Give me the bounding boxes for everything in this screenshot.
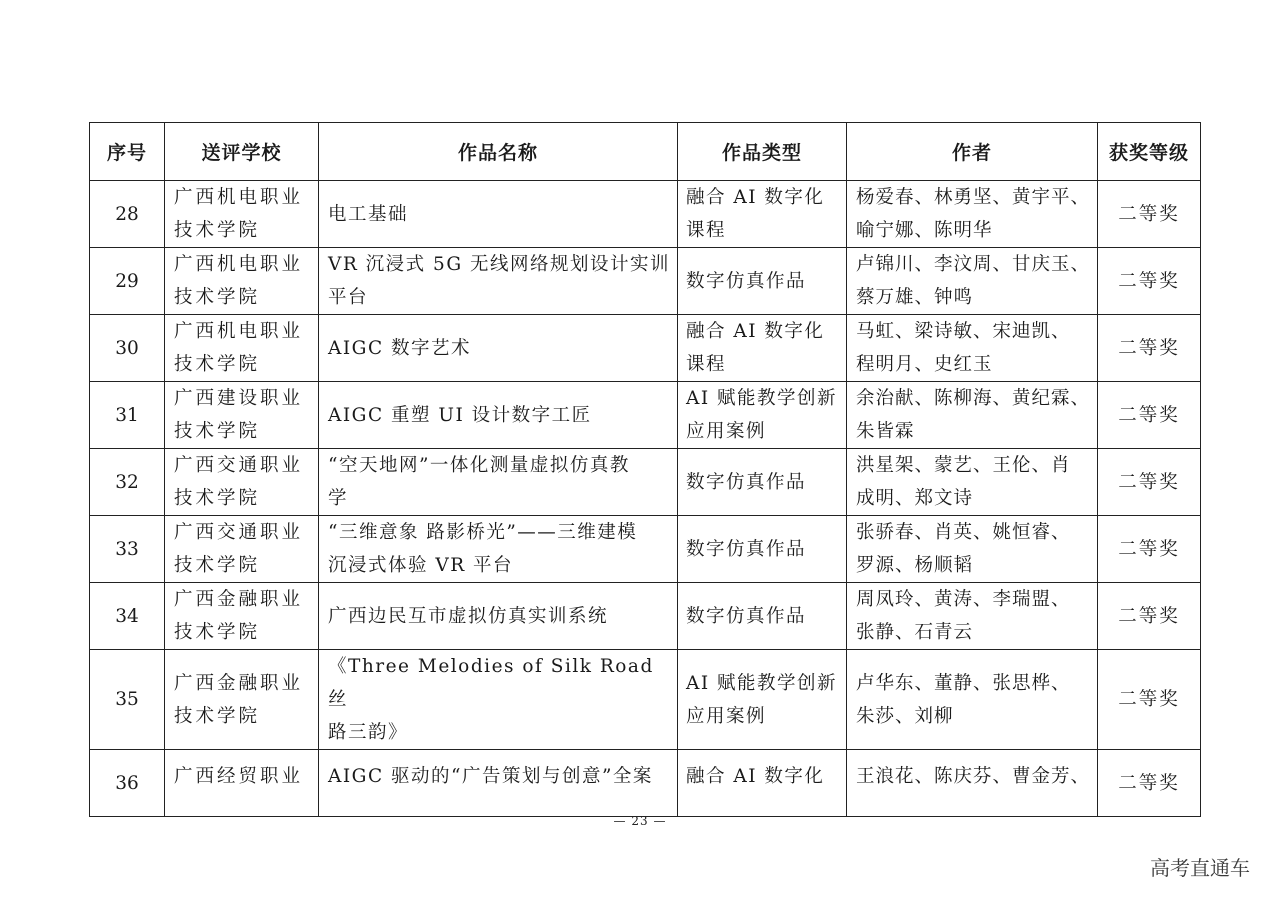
- row-serial: 36: [90, 750, 165, 817]
- row-serial: 28: [90, 181, 165, 248]
- work-title-text: AIGC 数字艺术: [328, 337, 471, 359]
- authors-text: 马虹、梁诗敏、宋迪凯、 程明月、史红玉: [856, 321, 1071, 375]
- work-type-text: 融合 AI 数字化 课程: [686, 321, 825, 375]
- row-serial: 29: [90, 248, 165, 315]
- header-award-level: 获奖等级: [1098, 123, 1201, 181]
- row-work-title: [319, 516, 678, 583]
- row-work-type: [678, 583, 847, 650]
- row-serial: 34: [90, 583, 165, 650]
- row-serial: 35: [90, 650, 165, 750]
- row-authors: [847, 583, 1098, 650]
- table-row: [90, 248, 1201, 315]
- work-title-text: 《Three Melodies of Silk Road 丝 路三韵》: [328, 656, 654, 743]
- row-work-title: [319, 583, 678, 650]
- row-work-type: [678, 181, 847, 248]
- authors-text: 王浪花、陈庆芬、曹金芳、: [856, 766, 1091, 787]
- row-work-title: [319, 449, 678, 516]
- row-school: [165, 516, 319, 583]
- table-row: [90, 181, 1201, 248]
- authors-text: 余治献、陈柳海、黄纪霖、 朱皆霖: [856, 388, 1091, 442]
- row-work-type: [678, 382, 847, 449]
- row-serial: 30: [90, 315, 165, 382]
- row-authors: [847, 750, 1098, 817]
- row-school: [165, 750, 319, 817]
- row-award: 二等奖: [1098, 181, 1201, 248]
- authors-text: 张骄春、肖英、姚恒睿、 罗源、杨顺韬: [856, 522, 1071, 576]
- row-award: 二等奖: [1098, 315, 1201, 382]
- work-title-text: AIGC 驱动的“广告策划与创意”全案: [328, 766, 653, 787]
- work-type-text: 数字仿真作品: [686, 605, 807, 627]
- table-row: [90, 750, 1201, 817]
- row-work-type: [678, 449, 847, 516]
- work-title-text: 电工基础: [328, 203, 409, 225]
- authors-text: 杨爱春、林勇坚、黄宇平、 喻宁娜、陈明华: [856, 187, 1091, 241]
- table-row: [90, 516, 1201, 583]
- row-serial: 31: [90, 382, 165, 449]
- row-authors: [847, 650, 1098, 750]
- header-work-title: 作品名称: [319, 123, 678, 181]
- work-type-text: 融合 AI 数字化 课程: [686, 187, 825, 241]
- row-work-title: [319, 315, 678, 382]
- work-title-text: VR 沉浸式 5G 无线网络规划设计实训 平台: [328, 254, 670, 308]
- authors-text: 洪星架、蒙艺、王伦、肖 成明、郑文诗: [856, 455, 1071, 509]
- row-school: [165, 449, 319, 516]
- row-school: [165, 181, 319, 248]
- watermark-text: 高考直通车: [1150, 856, 1250, 880]
- table-row: [90, 449, 1201, 516]
- row-school: [165, 650, 319, 750]
- row-work-title: [319, 248, 678, 315]
- row-authors: [847, 181, 1098, 248]
- row-serial: 32: [90, 449, 165, 516]
- authors-text: 周凤玲、黄涛、李瑞盟、 张静、石青云: [856, 589, 1071, 643]
- school-text: 广西交通职业 技术学院: [174, 522, 304, 576]
- row-school: [165, 248, 319, 315]
- row-authors: [847, 315, 1098, 382]
- school-text: 广西机电职业 技术学院: [174, 254, 304, 308]
- row-work-type: [678, 750, 847, 817]
- table-row: [90, 382, 1201, 449]
- work-type-text: AI 赋能教学创新 应用案例: [686, 388, 838, 442]
- school-text: 广西机电职业 技术学院: [174, 321, 304, 375]
- row-award: 二等奖: [1098, 516, 1201, 583]
- work-title-text: “三维意象 路影桥光”——三维建模 沉浸式体验 VR 平台: [328, 522, 638, 576]
- row-authors: [847, 248, 1098, 315]
- table-row: [90, 315, 1201, 382]
- header-work-type: 作品类型: [678, 123, 847, 181]
- row-authors: [847, 516, 1098, 583]
- row-serial: 33: [90, 516, 165, 583]
- row-work-type: [678, 248, 847, 315]
- row-award: 二等奖: [1098, 382, 1201, 449]
- row-work-title: [319, 750, 678, 817]
- school-text: 广西经贸职业: [174, 766, 304, 787]
- school-text: 广西建设职业 技术学院: [174, 388, 304, 442]
- row-award: 二等奖: [1098, 449, 1201, 516]
- row-work-title: [319, 382, 678, 449]
- header-serial: 序号: [90, 123, 165, 181]
- row-school: [165, 315, 319, 382]
- row-work-type: [678, 516, 847, 583]
- authors-text: 卢华东、董静、张思桦、 朱莎、刘柳: [856, 672, 1071, 727]
- school-text: 广西交通职业 技术学院: [174, 455, 304, 509]
- table-row: [90, 583, 1201, 650]
- work-type-text: 融合 AI 数字化: [686, 766, 825, 787]
- work-type-text: 数字仿真作品: [686, 538, 807, 560]
- row-award: 二等奖: [1098, 583, 1201, 650]
- work-type-text: 数字仿真作品: [686, 471, 807, 493]
- header-authors: 作者: [847, 123, 1098, 181]
- work-title-text: AIGC 重塑 UI 设计数字工匠: [328, 404, 592, 426]
- row-award: 二等奖: [1098, 248, 1201, 315]
- school-text: 广西金融职业 技术学院: [174, 589, 304, 643]
- row-school: [165, 583, 319, 650]
- header-school: 送评学校: [165, 123, 319, 181]
- work-type-text: 数字仿真作品: [686, 270, 807, 292]
- awards-table-container: [89, 122, 1201, 817]
- row-work-title: [319, 181, 678, 248]
- awards-table: [89, 122, 1201, 817]
- page-number: — 23 —: [613, 814, 667, 828]
- table-row: [90, 650, 1201, 750]
- authors-text: 卢锦川、李汶周、甘庆玉、 蔡万雄、钟鸣: [856, 254, 1091, 308]
- row-authors: [847, 449, 1098, 516]
- table-header-row: [90, 123, 1201, 181]
- school-text: 广西金融职业 技术学院: [174, 672, 304, 727]
- row-award: 二等奖: [1098, 750, 1201, 817]
- row-award: 二等奖: [1098, 650, 1201, 750]
- work-title-text: 广西边民互市虚拟仿真实训系统: [328, 605, 609, 627]
- row-work-type: [678, 315, 847, 382]
- work-title-text: “空天地网”一体化测量虚拟仿真教 学: [328, 455, 630, 509]
- row-work-type: [678, 650, 847, 750]
- school-text: 广西机电职业 技术学院: [174, 187, 304, 241]
- row-school: [165, 382, 319, 449]
- work-type-text: AI 赋能教学创新 应用案例: [686, 672, 838, 727]
- row-work-title: [319, 650, 678, 750]
- row-authors: [847, 382, 1098, 449]
